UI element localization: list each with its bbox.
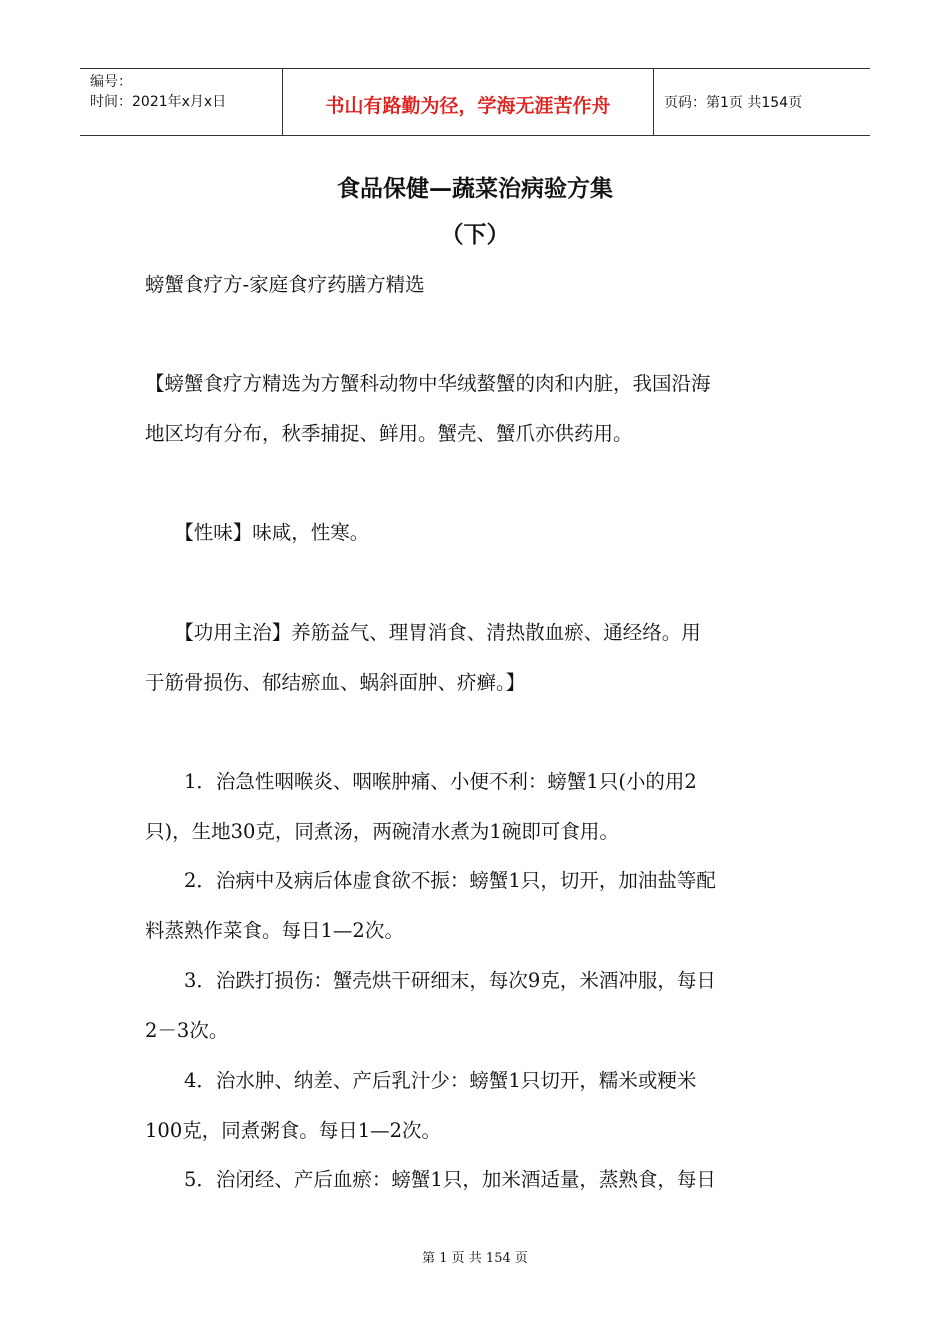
header-page-info xyxy=(654,69,870,135)
text-line: 2－3次。 xyxy=(145,1019,229,1042)
document-title: 食品保健—蔬菜治病验方集 xyxy=(337,176,613,202)
document-subtitle: （下） xyxy=(440,222,510,248)
number-label: 编号： xyxy=(90,74,132,90)
text-line: 料蒸熟作菜食。每日1—2次。 xyxy=(145,919,404,942)
text-line: 5．治闭经、产后血瘀：螃蟹1只，加米酒适量，蒸熟食，每日 xyxy=(145,1168,716,1191)
text-line: 1．治急性咽喉炎、咽喉肿痛、小便不利：螃蟹1只(小的用2 xyxy=(145,770,697,793)
header-motto xyxy=(282,69,654,135)
motto-text: 书山有路勤为径，学海无涯苦作舟 xyxy=(325,94,611,117)
text-line: 【功用主治】养筋益气、理胃消食、清热散血瘀、通经络。用 xyxy=(145,621,701,644)
text-line: 【性味】味咸，性寒。 xyxy=(145,521,370,544)
page-footer: 第 1 页 共 154 页 xyxy=(422,1251,528,1266)
text-line: 于筋骨损伤、郁结瘀血、蜗斜面肿、疥癣。】 xyxy=(145,671,526,694)
text-line: 地区均有分布，秋季捕捉、鲜用。蟹壳、蟹爪亦供药用。 xyxy=(145,422,633,445)
header-meta xyxy=(80,69,282,135)
text-line: 100克，同煮粥食。每日1—2次。 xyxy=(145,1119,442,1142)
text-line: 2．治病中及病后体虚食欲不振：螃蟹1只，切开，加油盐等配 xyxy=(145,869,716,892)
section-heading: 螃蟹食疗方-家庭食疗药膳方精选 xyxy=(145,273,425,296)
text-line: 只)，生地30克，同煮汤，两碗清水煮为1碗即可食用。 xyxy=(145,820,619,843)
time-label: 时间：2021年x月x日 xyxy=(90,94,227,110)
header-table xyxy=(80,68,870,136)
text-line: 【螃蟹食疗方精选为方蟹科动物中华绒螯蟹的肉和内脏，我国沿海 xyxy=(145,372,711,395)
page-info-text: 页码：第1页 共154页 xyxy=(664,95,803,111)
text-line: 3．治跌打损伤：蟹壳烘干研细末，每次9克，米酒冲服，每日 xyxy=(145,969,716,992)
text-line: 4．治水肿、纳差、产后乳汁少：螃蟹1只切开，糯米或粳米 xyxy=(145,1069,697,1092)
